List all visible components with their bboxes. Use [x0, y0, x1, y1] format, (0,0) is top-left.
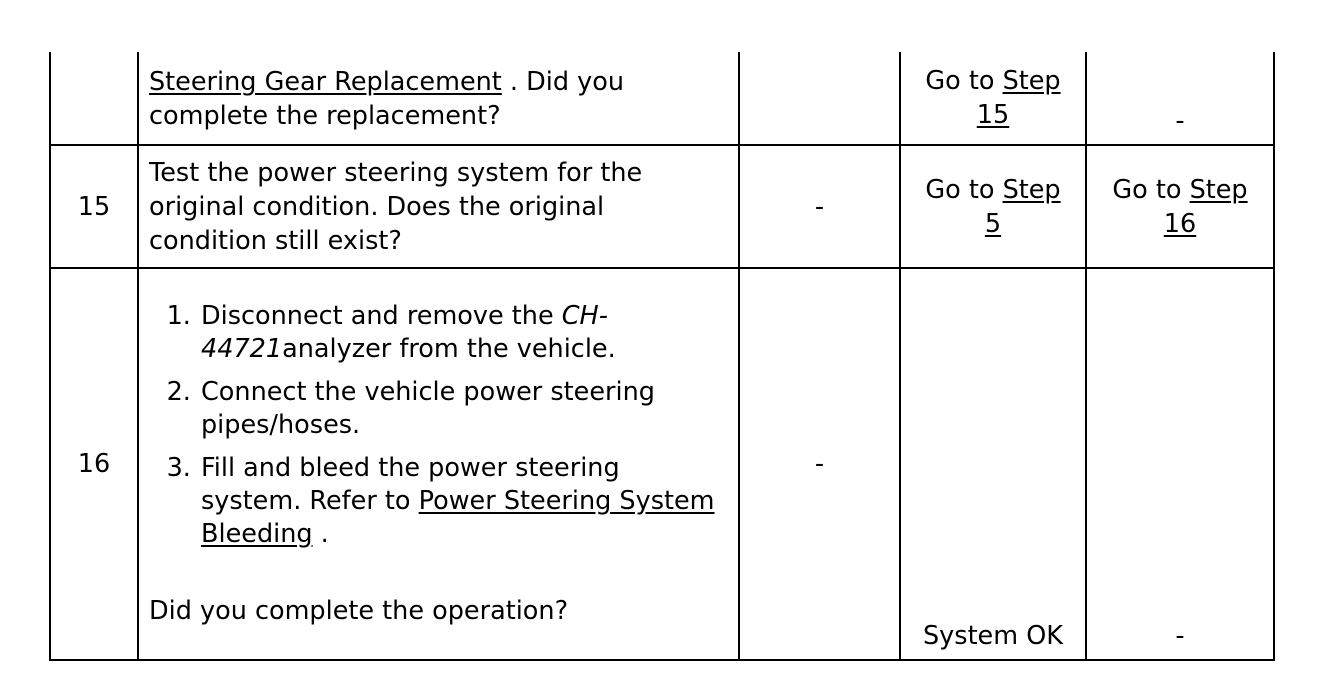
- steering-gear-replacement-link[interactable]: Steering Gear Replacement: [149, 67, 502, 97]
- action-list-item: 1. Disconnect and remove the CH-44721analyzer from the vehicle.: [199, 300, 728, 366]
- action-list-item: 3. Fill and bleed the power steering system. Refer to Power Steering System Bleeding .: [199, 452, 728, 551]
- yes-cell: System OK: [900, 268, 1086, 660]
- action-list-item: 2. Connect the vehicle power steering pipes/hoses.: [199, 376, 728, 442]
- step-5-link[interactable]: 5: [984, 208, 1002, 239]
- go-to-step-5-link[interactable]: Step: [1002, 174, 1061, 205]
- value-cell: -: [739, 145, 900, 268]
- go-to-step-16-link[interactable]: Step: [1189, 174, 1248, 205]
- value-cell: [739, 52, 900, 145]
- yes-prefix: Go to: [925, 174, 1003, 205]
- go-to-step-15-link[interactable]: Step: [1002, 66, 1061, 96]
- value-cell: -: [739, 268, 900, 660]
- no-cell: -: [1086, 52, 1274, 145]
- yes-cell: [900, 145, 1086, 268]
- step-15-link[interactable]: 15: [976, 100, 1010, 130]
- question-text: Did you complete the operation?: [149, 596, 569, 626]
- action-cell: [138, 52, 739, 145]
- analyzer-tool-name: CH-44721: [201, 301, 608, 364]
- table-row: [50, 268, 1274, 660]
- no-cell: -: [1086, 268, 1274, 660]
- yes-cell: [900, 52, 1086, 145]
- no-cell: [1086, 145, 1274, 268]
- step-number-cell: [50, 52, 138, 145]
- diagnostic-table: [49, 52, 1275, 661]
- step-number-cell: 16: [50, 268, 138, 660]
- power-steering-bleeding-link[interactable]: Power Steering System Bleeding: [201, 486, 715, 549]
- action-cell: Test the power steering system for the original condition. Does the original condition still exist?: [138, 145, 739, 268]
- yes-prefix: Go to: [925, 66, 1003, 96]
- action-text: . Did you complete the replacement?: [149, 67, 624, 131]
- step-number-cell: 15: [50, 145, 138, 268]
- table-row: [50, 145, 1274, 268]
- table-row: [50, 52, 1274, 145]
- no-prefix: Go to: [1112, 174, 1190, 205]
- step-16-link[interactable]: 16: [1163, 208, 1197, 239]
- action-list: [149, 300, 728, 551]
- action-cell: [138, 268, 739, 660]
